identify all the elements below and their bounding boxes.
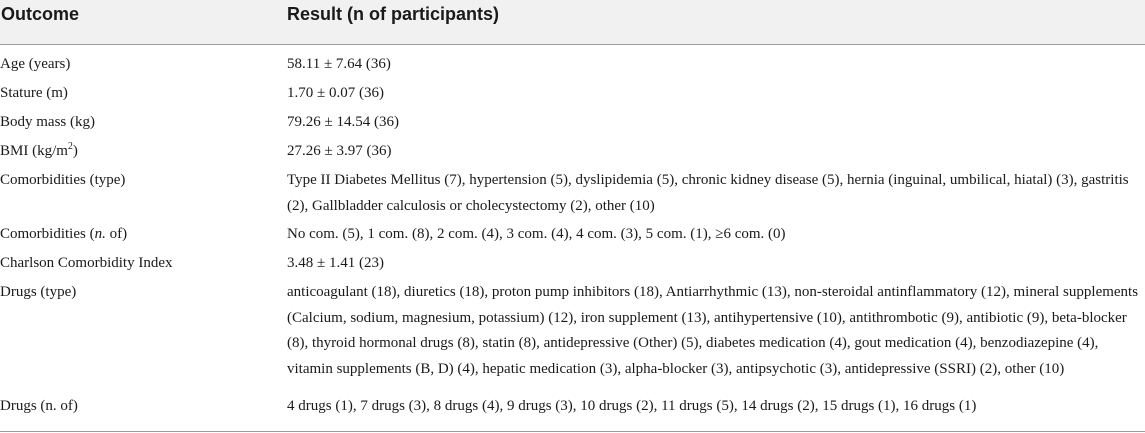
result-cell: Type II Diabetes Mellitus (7), hypertension (5), dyslipidemia (5), chronic kidney disease (5), hernia (inguinal, umbilical, hiatal) (3), gastritis (2), Gallbladder calculosis or cholecystectomy (2), other (10) xyxy=(287,172,1129,214)
result-cell: 3.48 ± 1.41 (23) xyxy=(287,255,384,271)
table-header xyxy=(0,0,1145,45)
superscript: 2 xyxy=(67,141,73,152)
outcome-cell: Body mass (kg) xyxy=(0,114,95,130)
result-cell: 27.26 ± 3.97 (36) xyxy=(287,143,392,159)
result-cell: 1.70 ± 0.07 (36) xyxy=(287,85,384,101)
outcome-text-end: of) xyxy=(105,226,128,242)
outcome-cell: Drugs (n. of) xyxy=(0,398,78,414)
result-cell: 58.11 ± 7.64 (36) xyxy=(287,56,391,72)
result-cell: 79.26 ± 14.54 (36) xyxy=(287,114,399,130)
bottom-rule xyxy=(0,431,1145,432)
result-cell: anticoagulant (18), diuretics (18), proton pump inhibitors (18), Antiarrhythmic (13), non-steroidal antinflammatory (12), mineral supplements (Calcium, sodium, magnesium, potassium) (12), iron supplement (13), antihypertensive (10), antithrombotic (9), antibiotic (9), beta-blocker (8), thyroid hormonal drugs (8), statin (8), antidepressive (Other) (5), diabetes medication (4), gout medication (4), benzodiazepine (4), vitamin supplements (B, D) (4), hepatic medication (3), alpha-blocker (3), antipsychotic (3), antidepressive (SSRI) (2), other (10) xyxy=(287,284,1139,377)
outcome-text-end: ) xyxy=(72,143,78,159)
header-outcome: Outcome xyxy=(1,4,80,24)
outcome-cell: Stature (m) xyxy=(0,85,68,101)
header-result: Result (n of participants) xyxy=(287,4,500,24)
outcome-cell: Charlson Comorbidity Index xyxy=(0,255,173,271)
result-cell: 4 drugs (1), 7 drugs (3), 8 drugs (4), 9 drugs (3), 10 drugs (2), 11 drugs (5), 14 drugs (2), 15 drugs (1), 16 drugs (1) xyxy=(287,398,977,414)
result-cell: No com. (5), 1 com. (8), 2 com. (4), 3 com. (4), 4 com. (3), 5 com. (1), ≥6 com. (0) xyxy=(287,226,786,242)
outcome-cell xyxy=(0,222,280,248)
outcome-cell: Comorbidities (type) xyxy=(0,172,126,188)
outcome-italic: n. xyxy=(94,226,106,242)
outcome-cell xyxy=(0,139,280,165)
outcome-text: BMI (kg/m xyxy=(0,143,68,159)
outcome-cell: Drugs (type) xyxy=(0,284,77,300)
outcome-text: Comorbidities ( xyxy=(0,226,95,242)
outcome-cell: Age (years) xyxy=(0,56,71,72)
